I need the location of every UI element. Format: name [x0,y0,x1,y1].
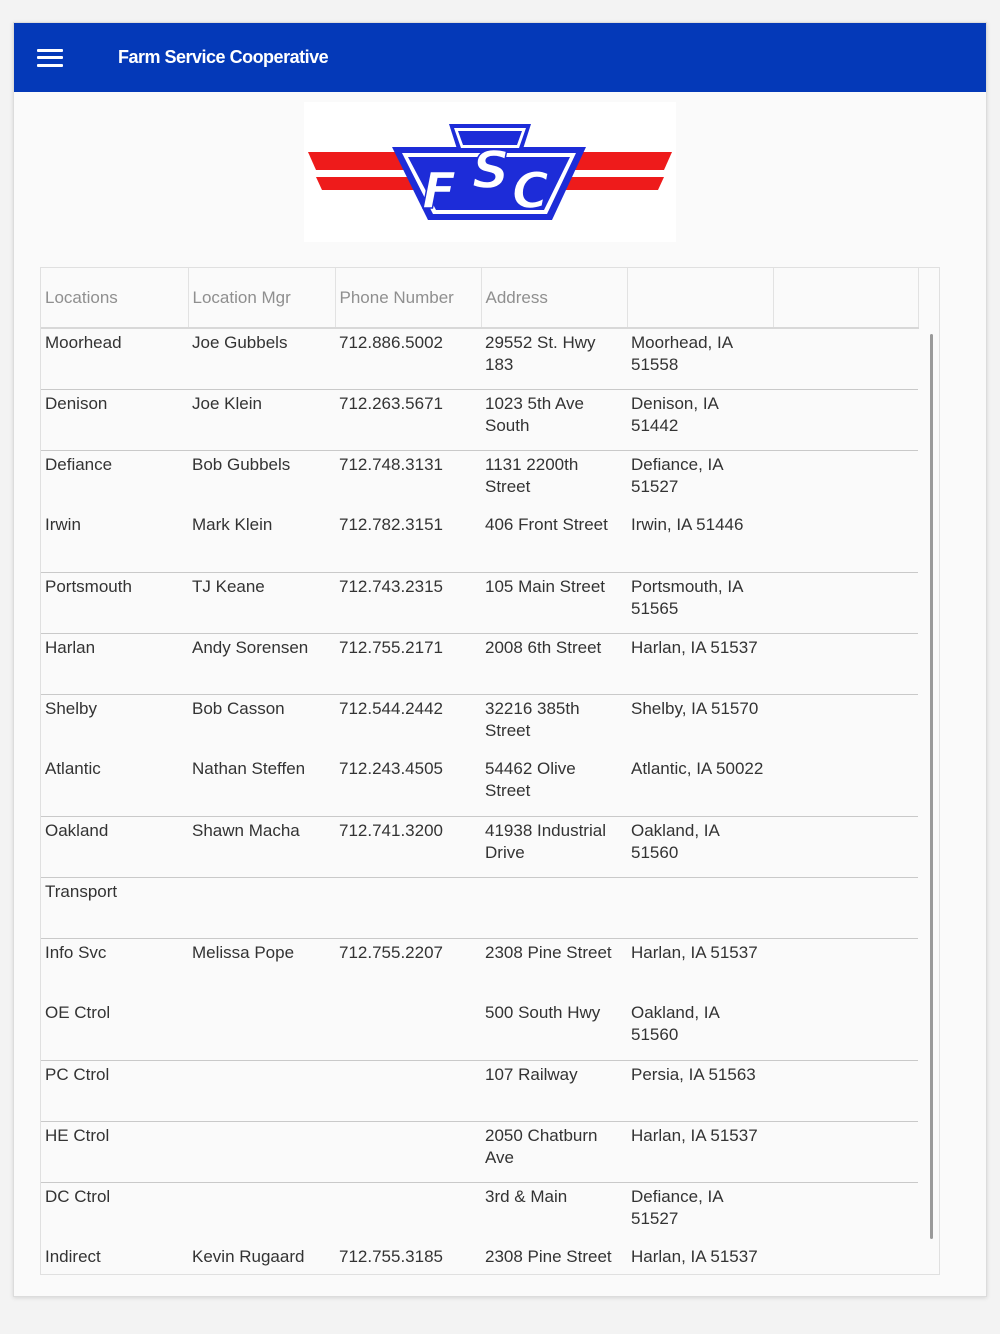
address-cell: 32216 385th Street [485,698,580,740]
table-row [41,877,918,938]
city-cell: Harlan, IA 51537 [631,942,758,962]
address-cell: 41938 Industrial Drive [481,816,627,877]
city-cell: Harlan, IA 51537 [627,633,773,694]
table-row [41,633,918,694]
table-row [41,816,918,877]
city-cell: Harlan, IA 51537 [631,1247,758,1266]
city-cell: Irwin, IA 51446 [627,511,773,572]
address-cell: 406 Front Street [481,511,627,572]
city-cell: Denison, IA 51442 [627,389,773,450]
manager-cell [188,877,335,938]
location-cell: Irwin [41,511,188,572]
phone-cell: 712.263.5671 [335,389,481,450]
manager-cell [188,1182,335,1243]
extra-cell [773,1243,918,1275]
address-cell: 105 Main Street [481,572,627,633]
app-title: Farm Service Cooperative [118,47,329,67]
location-cell: Moorhead [41,328,188,389]
phone-cell [335,999,481,1060]
extra-cell [773,511,918,572]
city-cell: Atlantic, IA 50022 [627,755,773,816]
location-cell: Indirect [45,1247,101,1266]
phone-cell [335,1060,481,1121]
column-header [773,268,918,328]
extra-cell [773,328,918,389]
column-header: Address [481,268,627,328]
table-body [41,328,918,1275]
table-row [41,328,918,389]
extra-cell [773,816,918,877]
phone-cell [335,1121,481,1182]
city-cell: Shelby, IA 51570 [631,698,759,718]
extra-cell [773,633,918,694]
city-cell: Harlan, IA 51537 [627,1121,773,1182]
table-row [41,755,918,816]
city-cell: Portsmouth, IA 51565 [627,572,773,633]
city-cell: Moorhead, IA 51558 [627,328,773,389]
phone-cell: 712.755.2207 [339,942,443,962]
city-cell: Persia, IA 51563 [627,1060,773,1121]
fsc-logo-graphic [304,102,676,242]
manager-cell: Melissa Pope [192,942,295,962]
manager-cell: Andy Sorensen [188,633,335,694]
table-row [41,572,918,633]
location-cell: HE Ctrol [41,1121,188,1182]
location-cell: DC Ctrol [45,1186,111,1206]
address-cell: 29552 St. Hwy 183 [481,328,627,389]
manager-cell [188,1121,335,1182]
column-header: Phone Number [335,268,481,328]
manager-cell: Bob Casson [192,698,285,718]
extra-cell [773,572,918,633]
address-cell: 3rd & Main [485,1186,568,1206]
phone-cell: 712.748.3131 [339,454,443,474]
location-cell: Portsmouth [41,572,188,633]
location-cell: Shelby [45,698,97,718]
phone-cell [335,877,481,938]
address-cell: 1023 5th Ave South [481,389,627,450]
extra-cell [773,755,918,816]
phone-cell: 712.782.3151 [335,511,481,572]
hamburger-menu-icon[interactable] [37,49,63,67]
address-cell: 54462 Olive Street [481,755,627,816]
table-row [41,389,918,450]
address-cell: 2050 Chatburn Ave [481,1121,627,1182]
city-cell: Defiance, IA 51527 [631,454,723,496]
manager-cell: Nathan Steffen [188,755,335,816]
phone-cell: 712.755.2171 [335,633,481,694]
extra-cell [773,877,918,938]
extra-cell [773,999,918,1060]
location-cell: Defiance [45,454,113,474]
manager-cell [188,1060,335,1121]
address-cell: 1131 2200th Street [485,454,579,496]
manager-cell: TJ Keane [188,572,335,633]
extra-cell [773,1182,918,1243]
address-cell: 2308 Pine Street [485,942,612,962]
extra-cell [773,450,918,511]
column-header: Location Mgr [188,268,335,328]
vertical-scrollbar[interactable] [930,334,933,1239]
logo-letter-c: C [512,162,549,220]
phone-cell: 712.743.2315 [335,572,481,633]
page-frame [13,22,987,1297]
city-cell: Oakland, IA 51560 [627,999,773,1060]
extra-cell [773,694,918,755]
location-cell: Oakland [41,816,188,877]
city-cell [627,877,773,938]
fsc-logo [304,102,676,242]
extra-cell [773,1060,918,1121]
location-cell: Atlantic [41,755,188,816]
table-header-row [41,268,918,328]
manager-cell: Shawn Macha [188,816,335,877]
table-row [41,450,918,511]
location-cell: Transport [41,877,188,938]
manager-cell: Joe Klein [188,389,335,450]
locations-table [41,268,919,1275]
location-cell: PC Ctrol [41,1060,188,1121]
manager-cell: Bob Gubbels [192,454,291,474]
logo-letter-f: F [422,162,457,220]
phone-cell: 712.243.4505 [335,755,481,816]
app-bar [14,23,986,92]
manager-cell: Joe Gubbels [188,328,335,389]
location-cell: Info Svc [45,942,107,962]
table-row [41,1243,918,1275]
table-row [41,999,918,1060]
address-cell: 500 South Hwy [481,999,627,1060]
column-header: Locations [41,268,188,328]
phone-cell: 712.544.2442 [339,698,443,718]
city-cell: Defiance, IA 51527 [631,1186,723,1228]
table-row [41,1121,918,1182]
location-cell: Harlan [41,633,188,694]
table-row [41,511,918,572]
address-cell: 2308 Pine Street [485,1247,612,1266]
column-header [627,268,773,328]
address-cell [481,877,627,938]
locations-table-container [40,267,940,1275]
phone-cell: 712.741.3200 [335,816,481,877]
address-cell: 2008 6th Street [481,633,627,694]
manager-cell: Mark Klein [188,511,335,572]
phone-cell [335,1182,481,1243]
manager-cell: Kevin Rugaard [192,1247,305,1266]
table-row [41,1060,918,1121]
extra-cell [773,938,918,999]
location-cell: Denison [41,389,188,450]
extra-cell [773,1121,918,1182]
phone-cell: 712.755.3185 [339,1247,443,1266]
address-cell: 107 Railway [481,1060,627,1121]
city-cell: Oakland, IA 51560 [627,816,773,877]
table-row [41,694,918,755]
phone-cell: 712.886.5002 [335,328,481,389]
extra-cell [773,389,918,450]
logo-letter-s: S [472,141,510,201]
table-row [41,1182,918,1243]
table-row [41,938,918,999]
location-cell: OE Ctrol [41,999,188,1060]
manager-cell [188,999,335,1060]
